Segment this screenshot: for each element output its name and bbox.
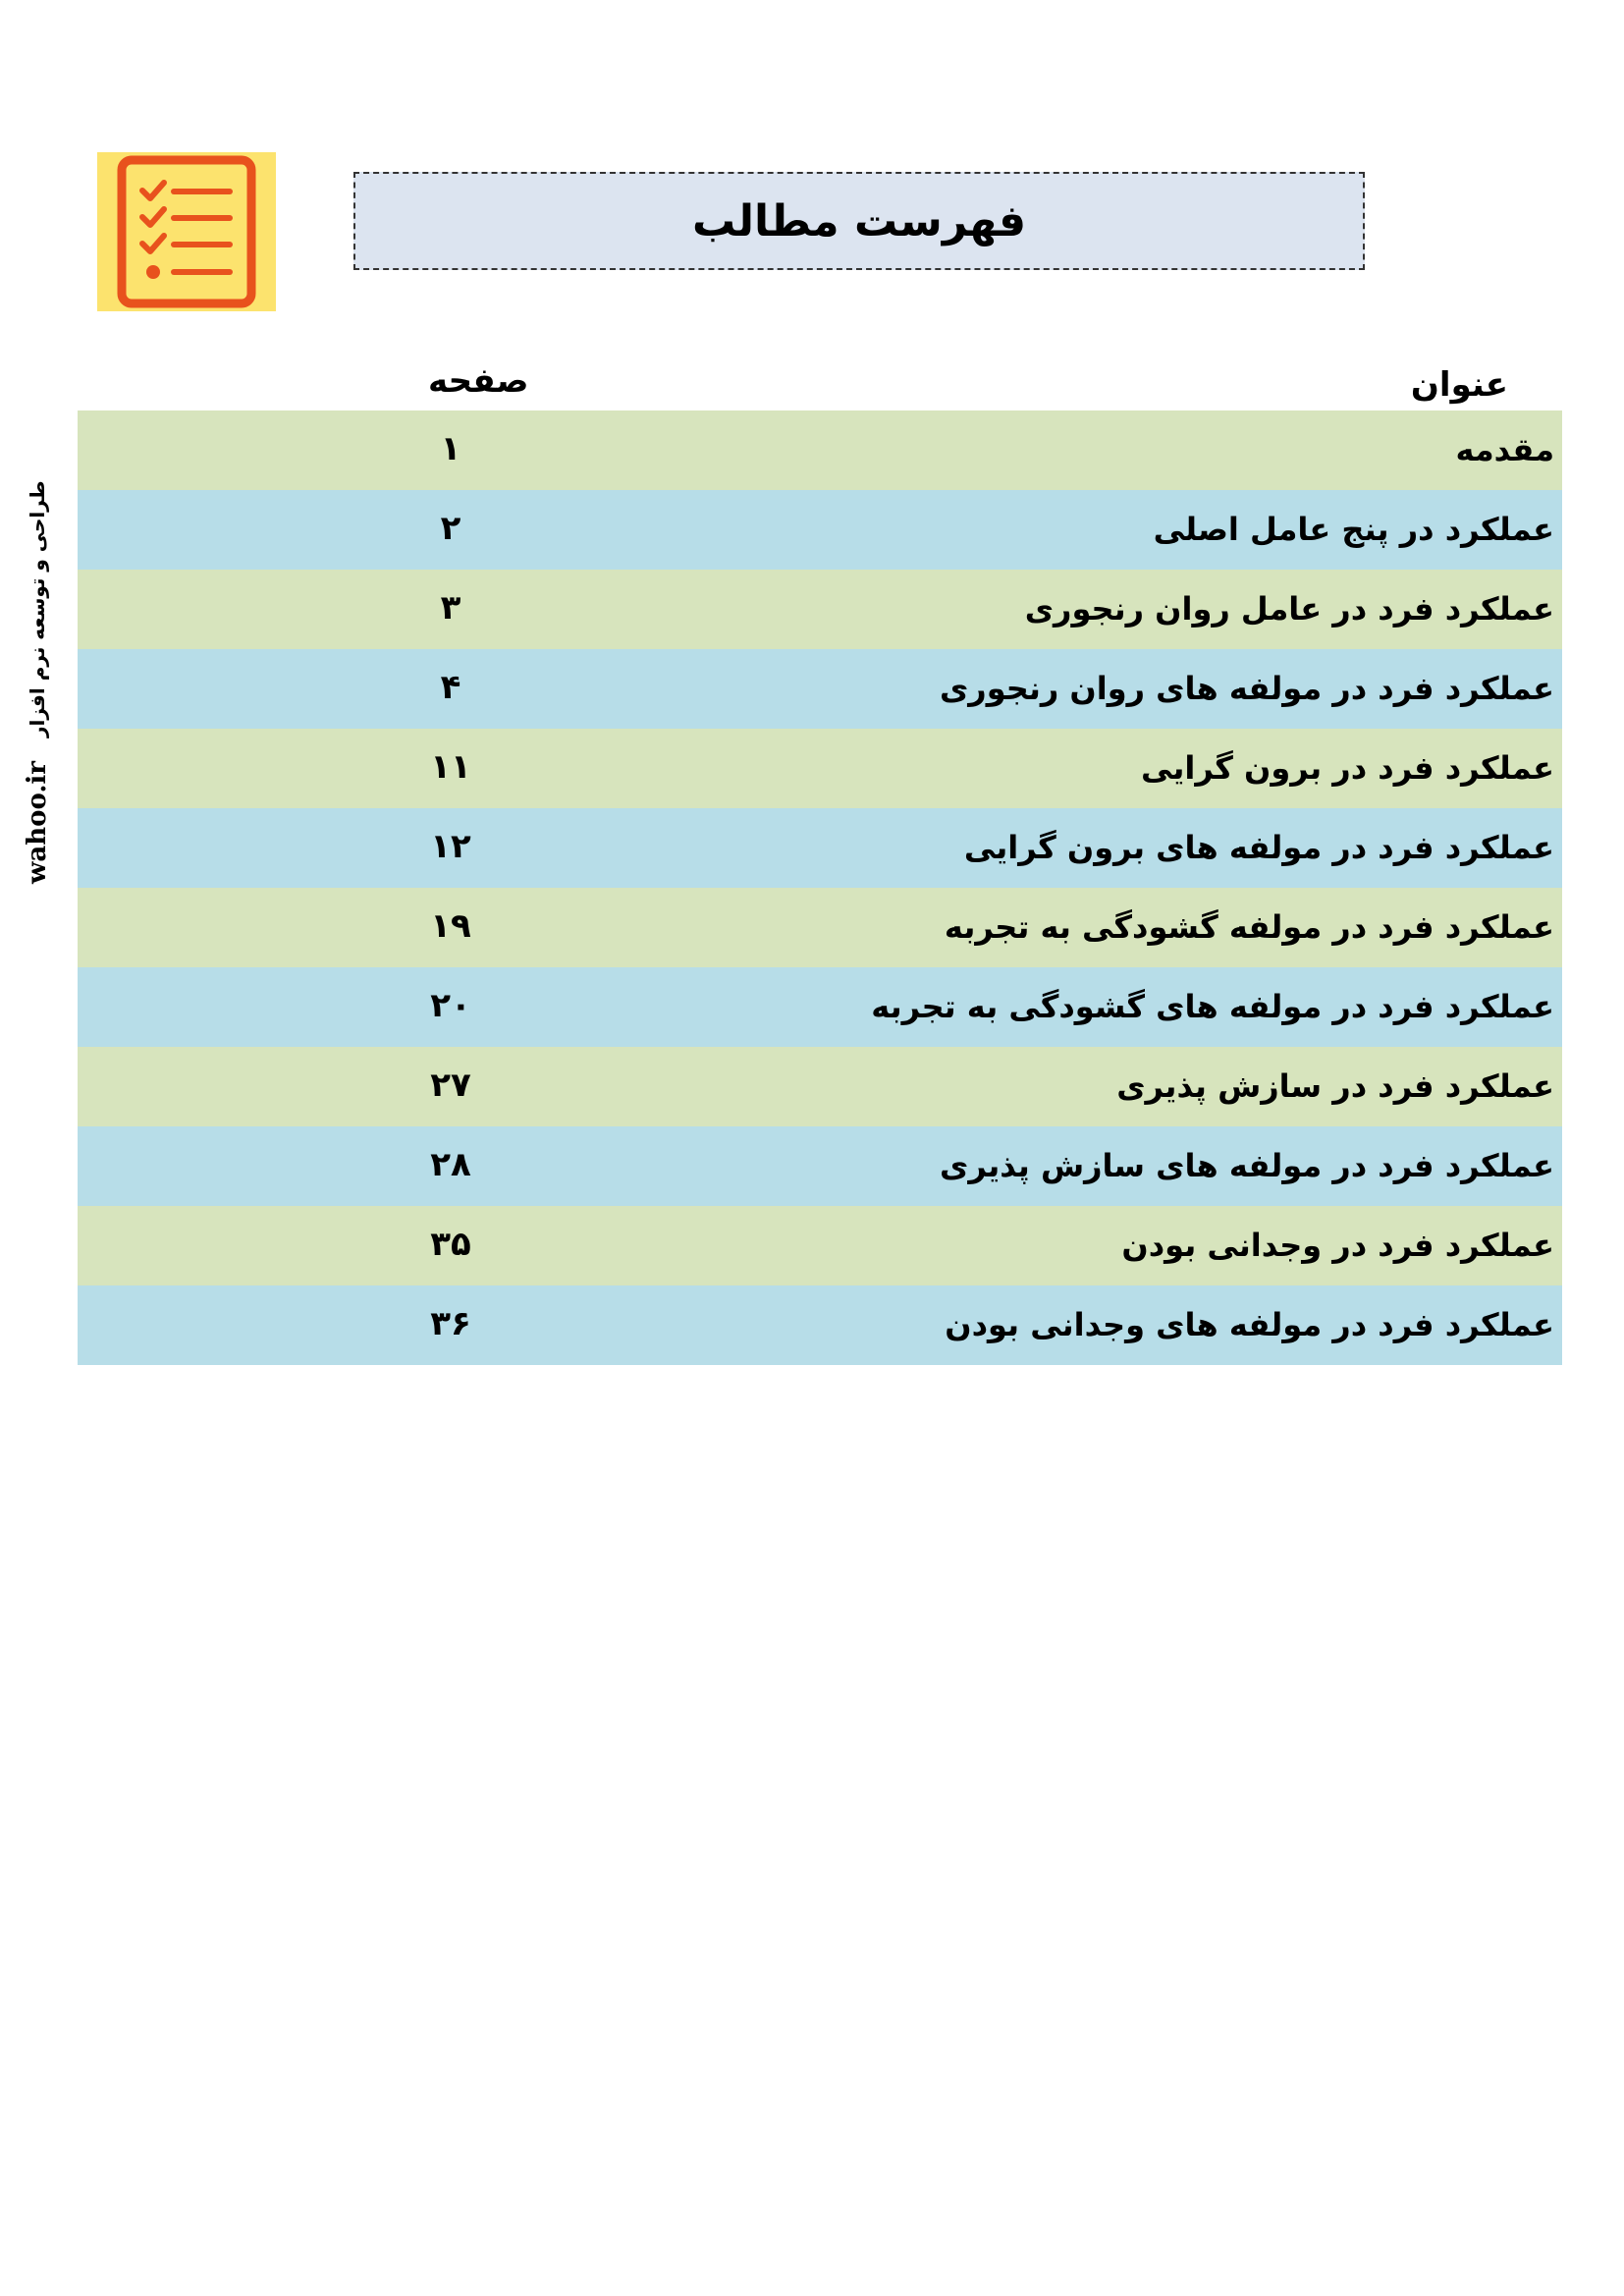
page-title-box	[353, 172, 1365, 270]
toc-entry-title: عملکرد فرد در مولفه های برون گرایی	[963, 829, 1554, 866]
toc-entry-page: ۲	[440, 509, 461, 548]
side-branding	[8, 437, 67, 928]
toc-row[interactable]	[78, 410, 1562, 490]
toc-entry-title: عملکرد فرد در مولفه گشودگی به تجربه	[944, 908, 1554, 946]
toc-entry-page: ۱۹	[430, 906, 471, 946]
checklist-logo	[97, 152, 276, 311]
toc-entry-page: ۳۶	[430, 1304, 471, 1343]
checklist-icon	[97, 152, 276, 311]
toc-entry-title: عملکرد فرد در سازش پذیری	[1116, 1067, 1554, 1105]
toc-row[interactable]	[78, 570, 1562, 649]
site-name: wahoo.ir	[23, 761, 52, 885]
column-header-title: عنوان	[1410, 365, 1508, 405]
column-headers	[78, 354, 1562, 410]
toc-entry-page: ۱۲	[430, 827, 471, 866]
toc-entry-title: عملکرد فرد در مولفه های وجدانی بودن	[945, 1306, 1554, 1343]
toc-entry-page: ۱	[440, 429, 461, 468]
toc-row[interactable]	[78, 888, 1562, 967]
toc-row[interactable]	[78, 1047, 1562, 1126]
toc-entry-title: عملکرد فرد در مولفه های گشودگی به تجربه	[871, 988, 1554, 1025]
toc-entry-title: عملکرد فرد در برون گرایی	[1141, 749, 1554, 787]
toc-entry-page: ۲۷	[430, 1066, 471, 1105]
side-tagline: طراحی و توسعه نرم افزار	[26, 480, 49, 738]
toc-entry-title: عملکرد فرد در عامل روان رنجوری	[1024, 590, 1554, 628]
toc-row[interactable]	[78, 1206, 1562, 1285]
toc-entry-page: ۲۸	[430, 1145, 471, 1184]
toc-entry-page: ۱۱	[430, 747, 471, 787]
toc-row[interactable]	[78, 1285, 1562, 1365]
toc-entry-page: ۲۰	[430, 986, 471, 1025]
page-title: فهرست مطالب	[691, 195, 1027, 246]
toc-entry-title: عملکرد فرد در مولفه های روان رنجوری	[939, 670, 1554, 707]
toc-row[interactable]	[78, 649, 1562, 729]
toc-entry-title: عملکرد در پنج عامل اصلی	[1153, 511, 1554, 548]
toc-row[interactable]	[78, 729, 1562, 808]
toc-entry-page: ۴	[440, 668, 461, 707]
toc-entry-page: ۳	[440, 588, 461, 628]
toc-row[interactable]	[78, 1126, 1562, 1206]
toc-entry-page: ۳۵	[430, 1225, 471, 1264]
toc-entry-title: مقدمه	[1455, 431, 1554, 468]
table-of-contents	[78, 410, 1562, 1365]
toc-row[interactable]	[78, 967, 1562, 1047]
toc-entry-title: عملکرد فرد در مولفه های سازش پذیری	[940, 1147, 1554, 1184]
toc-entry-title: عملکرد فرد در وجدانی بودن	[1121, 1227, 1554, 1264]
column-header-page: صفحه	[428, 361, 529, 401]
toc-row[interactable]	[78, 490, 1562, 570]
toc-row[interactable]	[78, 808, 1562, 888]
